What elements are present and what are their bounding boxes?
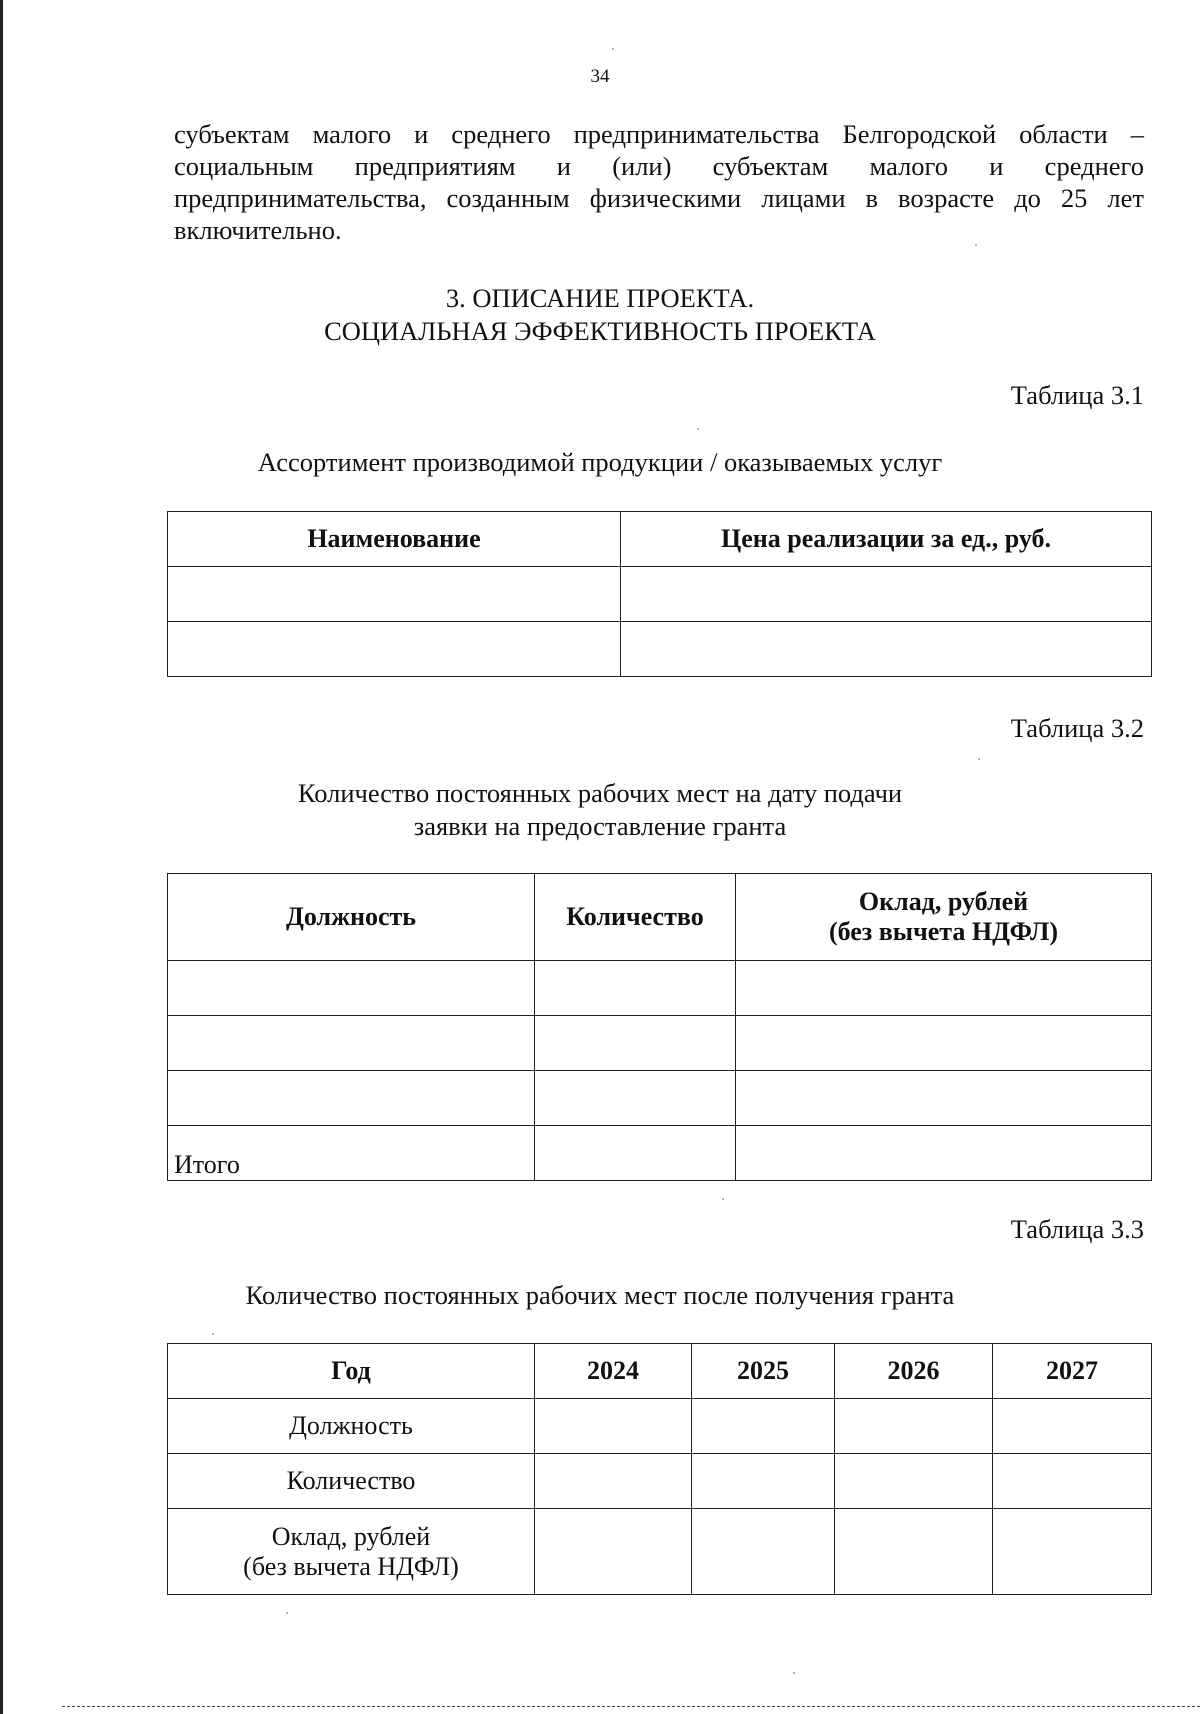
caption-line: заявки на предоставление гранта	[413, 811, 787, 841]
empty-cell	[993, 1454, 1152, 1509]
scan-speck	[722, 1198, 724, 1200]
page-number: 34	[590, 66, 610, 87]
table-3-2-label: Таблица 3.2	[1010, 713, 1144, 743]
year-header-cell: 2025	[692, 1344, 835, 1399]
empty-cell	[993, 1399, 1152, 1454]
scan-speck	[978, 758, 980, 760]
page-edge-bottom	[62, 1706, 1200, 1707]
empty-cell	[993, 1509, 1152, 1595]
scan-speck	[286, 1612, 288, 1614]
empty-cell	[835, 1454, 993, 1509]
table-row	[168, 1399, 1152, 1454]
table-3-3-caption: Количество постоянных рабочих мест после получения гранта	[245, 1280, 955, 1310]
table-row	[168, 622, 1152, 677]
year-header-cell: 2026	[835, 1344, 993, 1399]
total-label: Итого	[168, 1126, 535, 1181]
empty-cell	[621, 622, 1152, 677]
empty-cell	[168, 961, 535, 1016]
empty-cell	[736, 1126, 1152, 1181]
section-title-line: СОЦИАЛЬНАЯ ЭФФЕКТИВНОСТЬ ПРОЕКТА	[324, 316, 876, 346]
empty-cell	[835, 1399, 993, 1454]
caption-line: Количество постоянных рабочих мест на дату подачи	[297, 778, 903, 808]
table-3-3	[167, 1343, 1152, 1595]
year-header-cell: 2024	[535, 1344, 692, 1399]
empty-cell	[168, 567, 621, 622]
intro-line: социальным предприятиям и (или) субъектам малого и среднего	[174, 151, 1144, 181]
empty-cell	[535, 1399, 692, 1454]
table-row	[168, 1071, 1152, 1126]
empty-cell	[692, 1399, 835, 1454]
header-cell: Количество	[535, 874, 736, 961]
intro-line: субъектам малого и среднего предпринимательства Белгородской области –	[174, 119, 1144, 149]
empty-cell	[692, 1454, 835, 1509]
empty-cell	[168, 1071, 535, 1126]
header-line: Оклад, рублей	[858, 887, 1029, 916]
table-row	[168, 567, 1152, 622]
empty-cell	[168, 1016, 535, 1071]
empty-cell	[835, 1509, 993, 1595]
scan-speck	[975, 244, 977, 246]
table-row	[168, 1454, 1152, 1509]
section-title-line: 3. ОПИСАНИЕ ПРОЕКТА.	[445, 283, 755, 313]
header-cell	[736, 874, 1152, 961]
empty-cell	[692, 1509, 835, 1595]
table-3-2-caption	[0, 777, 1200, 843]
scan-speck	[793, 1672, 795, 1674]
page-edge-left	[0, 0, 3, 1714]
empty-cell	[736, 1071, 1152, 1126]
header-cell: Год	[168, 1344, 535, 1399]
table-3-2	[167, 873, 1152, 1181]
row-label-line: (без вычета НДФЛ)	[243, 1551, 459, 1581]
empty-cell	[535, 1509, 692, 1595]
table-header-row	[168, 1344, 1152, 1399]
empty-cell	[736, 961, 1152, 1016]
scan-speck	[212, 1333, 214, 1335]
table-row	[168, 961, 1152, 1016]
row-label-line: Оклад, рублей	[271, 1521, 431, 1551]
header-cell: Цена реализации за ед., руб.	[621, 512, 1152, 567]
total-row	[168, 1126, 1152, 1181]
empty-cell	[168, 622, 621, 677]
row-label: Должность	[168, 1399, 535, 1454]
empty-cell	[535, 1126, 736, 1181]
table-3-1-caption: Ассортимент производимой продукции / оказываемых услуг	[257, 447, 943, 477]
empty-cell	[621, 567, 1152, 622]
intro-paragraph	[174, 118, 1144, 246]
table-row	[168, 1509, 1152, 1595]
table-header-row	[168, 512, 1152, 567]
empty-cell	[736, 1016, 1152, 1071]
table-row	[168, 1016, 1152, 1071]
empty-cell	[535, 1454, 692, 1509]
table-3-1	[167, 511, 1152, 677]
row-label	[168, 1509, 535, 1595]
empty-cell	[535, 1016, 736, 1071]
empty-cell	[535, 961, 736, 1016]
table-3-1-label: Таблица 3.1	[1010, 380, 1144, 410]
table-3-3-label: Таблица 3.3	[1010, 1214, 1144, 1244]
header-cell: Должность	[168, 874, 535, 961]
scan-speck	[697, 428, 699, 430]
section-title	[0, 282, 1200, 348]
intro-line: включительно.	[174, 215, 342, 245]
empty-cell	[535, 1071, 736, 1126]
scan-speck	[612, 48, 614, 50]
header-line: (без вычета НДФЛ)	[828, 917, 1059, 946]
header-cell: Наименование	[168, 512, 621, 567]
intro-line: предпринимательства, созданным физическими лицами в возрасте до 25 лет	[174, 183, 1144, 213]
year-header-cell: 2027	[993, 1344, 1152, 1399]
table-header-row	[168, 874, 1152, 961]
row-label: Количество	[168, 1454, 535, 1509]
